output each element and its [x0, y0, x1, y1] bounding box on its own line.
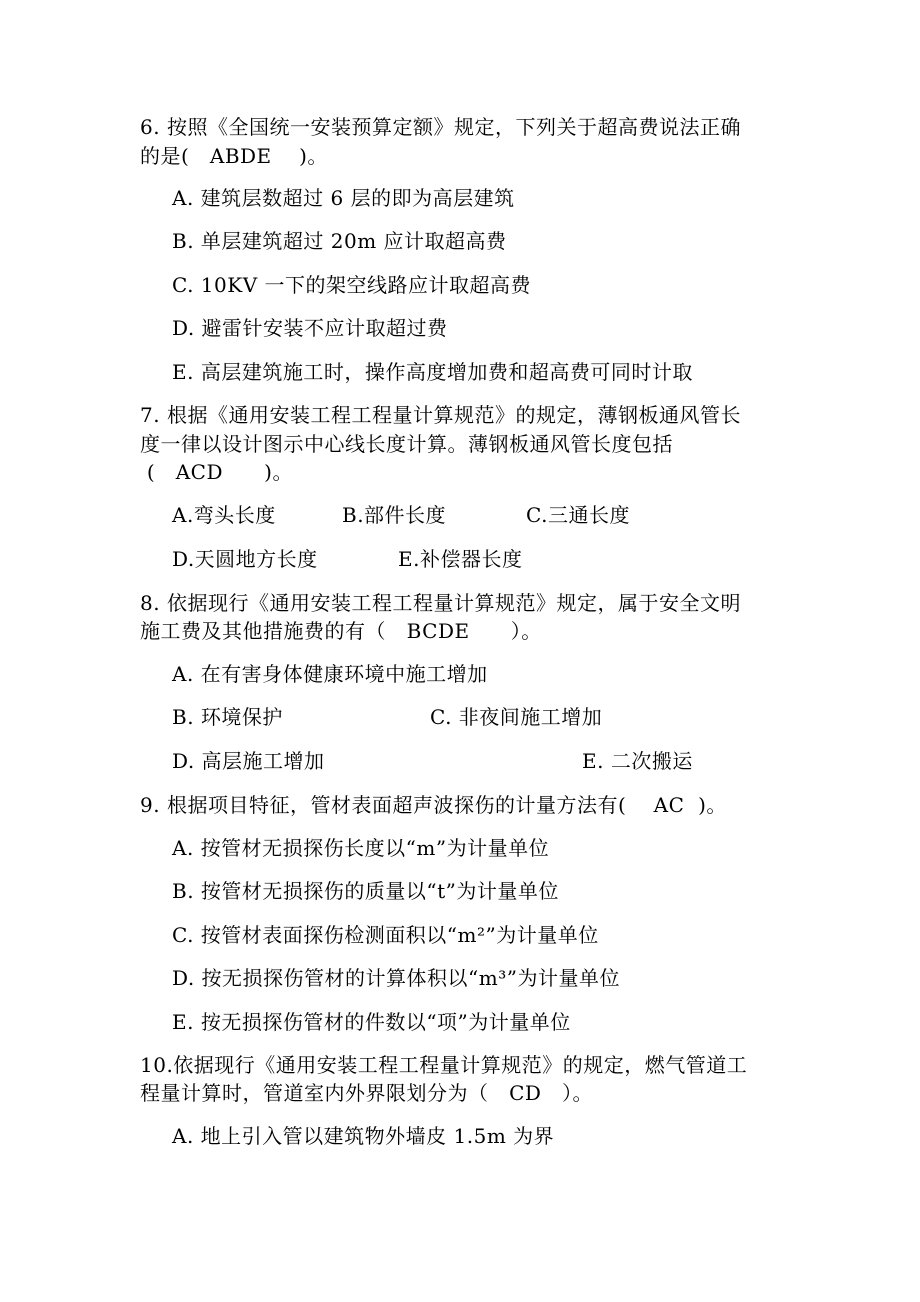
question-9-option-c: C. 按管材表面探伤检测面积以“m²”为计量单位 — [172, 923, 599, 947]
question-10-line-1: 10.依据现行《通用安装工程工程量计算规范》的规定，燃气管道工 — [140, 1053, 748, 1077]
question-10-option-a: A. 地上引入管以建筑物外墙皮 1.5m 为界 — [172, 1124, 555, 1148]
question-6-option-d: D. 避雷针安装不应计取超过费 — [172, 316, 448, 340]
question-6-line-2: 的是( ABDE )。 — [140, 144, 328, 168]
question-8-option-d: D. 高层施工增加 — [172, 749, 325, 773]
question-7-option-b: B.部件长度 — [342, 503, 447, 527]
question-9-option-b: B. 按管材无损探伤的质量以“t”为计量单位 — [172, 879, 559, 903]
question-7-option-c: C.三通长度 — [526, 503, 630, 527]
question-7-line-1: 7. 根据《通用安装工程工程量计算规范》的规定，薄钢板通风管长 — [140, 403, 741, 427]
question-10-line-2: 程量计算时，管道室内外界限划分为（ CD ）。 — [140, 1081, 593, 1105]
question-9-option-d: D. 按无损探伤管材的计算体积以“m³”为计量单位 — [172, 966, 620, 990]
question-9-option-a: A. 按管材无损探伤长度以“m”为计量单位 — [172, 836, 550, 860]
question-6-option-e: E. 高层建筑施工时，操作高度增加费和超高费可同时计取 — [172, 360, 693, 384]
question-7-line-3: ( ACD )。 — [140, 460, 293, 484]
question-8-line-2: 施工费及其他措施费的有（ BCDE ）。 — [140, 619, 542, 643]
question-9-option-e: E. 按无损探伤管材的件数以“项”为计量单位 — [172, 1010, 571, 1034]
question-9-line-1: 9. 根据项目特征，管材表面超声波探伤的计量方法有( AC )。 — [140, 793, 727, 817]
question-6-line-1: 6. 按照《全国统一安装预算定额》规定，下列关于超高费说法正确 — [140, 115, 741, 139]
question-8-line-1: 8. 依据现行《通用安装工程工程量计算规范》规定，属于安全文明 — [140, 591, 741, 615]
question-8-option-b: B. 环境保护 — [172, 705, 283, 729]
question-6-option-a: A. 建筑层数超过 6 层的即为高层建筑 — [172, 186, 515, 210]
question-7-line-2: 度一律以设计图示中心线长度计算。薄钢板通风管长度包括 — [140, 432, 673, 456]
question-7-option-e: E.补偿器长度 — [398, 547, 523, 571]
question-6-option-c: C. 10KV 一下的架空线路应计取超高费 — [172, 273, 531, 297]
question-8-option-a: A. 在有害身体健康环境中施工增加 — [172, 662, 488, 686]
question-8-option-e: E. 二次搬运 — [582, 749, 693, 773]
question-6-option-b: B. 单层建筑超过 20m 应计取超高费 — [172, 229, 507, 253]
question-8-option-c: C. 非夜间施工增加 — [430, 705, 603, 729]
question-7-option-a: A.弯头长度 — [172, 503, 276, 527]
question-7-option-d: D.天圆地方长度 — [172, 547, 318, 571]
